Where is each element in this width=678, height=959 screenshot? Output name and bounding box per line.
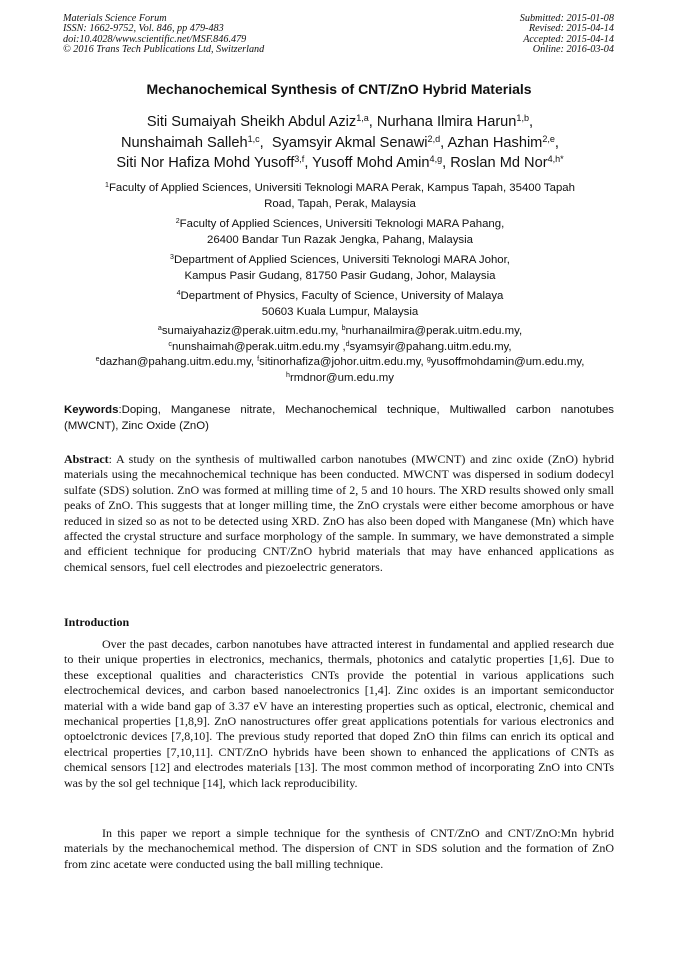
affiliation-num: 1 xyxy=(105,182,109,190)
email-sup: b xyxy=(341,325,346,333)
affiliation-line: Kampus Pasir Gudang, 81750 Pasir Gudang, Johor, Malaysia xyxy=(184,269,496,282)
email-sup: a xyxy=(157,325,162,333)
copyright: © 2016 Trans Tech Publications Ltd, Switzerland xyxy=(63,44,265,56)
journal-name: Materials Science Forum xyxy=(63,13,167,24)
author-line: Siti Sumaiyah Sheikh Abdul Aziz$^{1,a}$, Nurhana Ilmira Harun$^{1,b}$, xyxy=(146,113,534,130)
affiliation-4 xyxy=(60,289,620,320)
email-link[interactable]: sumaiyahaziz@perak.uitm.edu.my xyxy=(161,325,336,337)
submitted-date: Submitted: 2015-01-08 xyxy=(519,13,614,24)
abstract xyxy=(64,452,614,575)
author-list xyxy=(60,112,620,174)
journal-info xyxy=(63,14,264,56)
affiliation-line: 26400 Bandar Tun Razak Jengka, Pahang, Malaysia xyxy=(207,233,473,246)
dates-info xyxy=(520,14,614,56)
affiliation-num: 3 xyxy=(170,254,174,262)
email-sup: e xyxy=(95,356,100,364)
abstract-label: Abstract xyxy=(64,452,109,466)
author-sup: 4,h* xyxy=(547,154,564,165)
author-sup: 2,d xyxy=(427,133,441,144)
affiliation-num: 4 xyxy=(176,290,181,298)
affiliation-line: Road, Tapah, Perak, Malaysia xyxy=(264,197,416,210)
issn: ISSN: 1662-9752, Vol. 846, pp 479-483 xyxy=(63,23,224,35)
revised-date: Revised: 2015-04-14 xyxy=(528,23,614,35)
author-name: Nurhana Ilmira Harun xyxy=(376,114,517,130)
author-sup: 3,f xyxy=(294,154,305,165)
abstract-text: : A study on the synthesis of multiwalled carbon nanotubes (MWCNT) and zinc oxide (ZnO) hybrid materials using the mecahnochemical technique has been conducted. MWCNT was dispersed in sodium dodecyl sulfate (SDS) solution. ZnO was formed at milling time of 2, 5 and 10 hours. The XRD results showed only small peaks of ZnO. This suggests that at longer milling time, the ZnO crystals were either become amorphous or have reduced in sized so as not to be detected using XRD. ZnO has also been doped with Manganese (Mn) which have affected the crystal structure and surface morphology of the sample. In summary, we have demonstrated a simple and efficient technique for producing CNT/ZnO hybrid materials that may have enhanced applications as chemical sensors, fuel cell electrodes and piezoelectric generators. xyxy=(64,452,614,574)
intro-paragraph-1: Over the past decades, carbon nanotubes have attracted interest in fundamental and applied research due to their unique properties in electronics, mechanics, thermals, photonics and catalytic properties [1,6]. Due to these exceptional qualities and characteristics CNTs provide the potential in various applications such electrochemical devices, and carbon based nanoelectronics [1,4]. Zinc oxides is an important semiconductor material with a wide band gap of 3.37 eV have an interesting properties such as optical, electronic, chemical and mechanical properties [1,8,9]. ZnO nanostructures offer great applications potentials for various electronics and optoelctronic devices [7,8,10]. The previous study reported that doped ZnO thin films can enrich its optical and electrical properties [7,10,11]. CNT/ZnO hybrids have been shown to enhanced the applications of CNTs as chemical sensors [12] and electrodes materials [13]. The most common method of incorporating ZnO into CNTs was by the sol gel technique [14], which lack reproducibility. xyxy=(64,637,614,790)
affiliation-line: 50603 Kuala Lumpur, Malaysia xyxy=(261,305,419,318)
affiliation-line: Department of Physics, Faculty of Science, University of Malaya xyxy=(180,290,504,302)
email-list: $^a$sumaiyahaziz@perak.uitm.edu.my, $^b$nurhanailmira@perak.uitm.edu.my, $^c$nunshaimah@perak.uitm.edu.my ,$^d$syamsyir@pahang.uitm.edu.my, $^e$dazhan@pahang.uitm.edu.my, $^f$sitinorhafiza@johor.uitm.edu.my, $^g$yusoffmohdamin@um.edu.my, $^h$rmdnor@um.edu.my xyxy=(95,325,585,384)
keywords-label: Keywords xyxy=(64,404,119,416)
email-sup: h xyxy=(286,371,290,379)
email-sup: d xyxy=(345,340,350,348)
author-name: Nunshaimah Salleh xyxy=(121,134,248,151)
email-link[interactable]: yusoffmohdamin@um.edu.my xyxy=(430,356,582,368)
affiliation-1 xyxy=(60,181,620,212)
affiliation-num: 2 xyxy=(175,218,180,226)
email-link[interactable]: syamsyir@pahang.uitm.edu.my xyxy=(349,340,509,353)
email-link[interactable]: nunshaimah@perak.uitm.edu.my xyxy=(171,340,340,353)
keywords-text: :Doping, Manganese nitrate, Mechanochemical technique, Multiwalled carbon nanotubes (MWCNT), Zinc Oxide (ZnO) xyxy=(64,404,614,432)
author-name: Azhan Hashim xyxy=(447,134,543,151)
intro-paragraph-2: In this paper we report a simple technique for the synthesis of CNT/ZnO and CNT/ZnO:Mn hybrid materials by the mechanochemical method. The dispersion of CNT in SDS solution and the formation of ZnO from zinc acetate were conducted using the ball milling technique. xyxy=(64,826,614,871)
doi-link[interactable]: doi:10.4028/www.scientific.net/MSF.846.479 xyxy=(63,33,247,45)
author-name: Siti Sumaiyah Sheikh Abdul Aziz xyxy=(146,114,357,130)
author-sup: 2,e xyxy=(542,133,555,144)
paper-title: Mechanochemical Synthesis of CNT/ZnO Hybrid Materials xyxy=(146,81,532,97)
email-sup: f xyxy=(257,356,260,364)
author-name: Siti Nor Hafiza Mohd Yusoff xyxy=(116,155,295,172)
affiliation-line: Faculty of Applied Sciences, Universiti Teknologi MARA Perak, Kampus Tapah, 35400 Tapah xyxy=(108,182,575,194)
email-sup: g xyxy=(426,356,431,364)
author-sup: 1,a xyxy=(356,113,369,124)
affiliation-2 xyxy=(60,217,620,248)
author-name: Yusoff Mohd Amin xyxy=(312,155,430,172)
affiliation-line: Department of Applied Sciences, Universiti Teknologi MARA Johor, xyxy=(173,254,510,266)
author-name: Syamsyir Akmal Senawi xyxy=(271,134,428,151)
author-sup: 1,c xyxy=(247,133,260,144)
email-link[interactable]: rmdnor@um.edu.my xyxy=(289,371,394,384)
author-sup: 4,g xyxy=(429,154,443,165)
author-name: Roslan Md Nor xyxy=(450,155,548,172)
section-heading-introduction: Introduction xyxy=(64,615,130,629)
keywords xyxy=(64,403,614,434)
affiliation-3 xyxy=(60,253,620,284)
email-link[interactable]: nurhanailmira@perak.uitm.edu.my xyxy=(345,325,519,337)
email-link[interactable]: dazhan@pahang.uitm.edu.my xyxy=(99,356,251,368)
author-line: Nunshaimah Salleh$^{1,c}$, Syamsyir Akmal Senawi$^{2,d}$, Azhan Hashim$^{2,e}$, xyxy=(121,133,559,151)
author-line: Siti Nor Hafiza Mohd Yusoff$^{3,f}$, Yusoff Mohd Amin$^{4,g}$, Roslan Md Nor$^{4,h*}$ xyxy=(116,154,564,172)
affiliation-line: Faculty of Applied Sciences, Universiti Teknologi MARA Pahang, xyxy=(179,218,505,230)
author-sup: 1,b xyxy=(516,113,529,124)
email-link[interactable]: sitinorhafiza@johor.uitm.edu.my xyxy=(259,356,421,368)
email-sup: c xyxy=(168,340,172,348)
online-date: Online: 2016-03-04 xyxy=(532,44,614,56)
accepted-date: Accepted: 2015-04-14 xyxy=(523,33,614,45)
